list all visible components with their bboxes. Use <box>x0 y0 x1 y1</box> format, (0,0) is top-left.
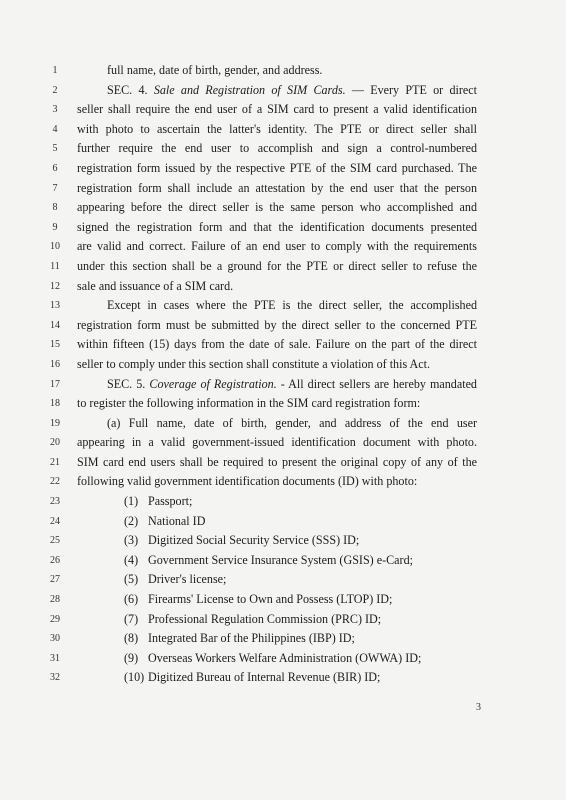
document-line <box>0 277 566 297</box>
list-item-text: Professional Regulation Commission (PRC) ID; <box>148 611 382 626</box>
list-item-text: Government Service Insurance System (GSIS) e-Card; <box>148 552 413 567</box>
list-item-number: (7) <box>124 611 139 626</box>
line-number: 19 <box>50 417 60 429</box>
document-line <box>0 237 566 257</box>
line-text: seller to comply under this section shall constitute a violation of this Act. <box>77 356 431 371</box>
document-line <box>0 355 566 375</box>
list-item-number: (6) <box>124 592 139 607</box>
list-item-number: (10) <box>124 670 145 685</box>
document-line <box>0 335 566 355</box>
line-text: registration form must be submitted by the direct seller to the concerned PTE <box>77 317 477 332</box>
line-text <box>124 551 477 571</box>
section-text: - All direct sellers are hereby mandated <box>276 376 477 391</box>
line-text: (a) Full name, date of birth, gender, and address of the end user <box>107 415 477 430</box>
section-heading: Coverage of Registration. <box>149 376 277 391</box>
line-number: 17 <box>50 378 60 390</box>
line-text <box>107 375 477 395</box>
document-line <box>0 198 566 218</box>
line-text <box>124 492 477 512</box>
list-item-text: Integrated Bar of the Philippines (IBP) ID; <box>148 631 355 646</box>
document-line <box>0 590 566 610</box>
line-number: 26 <box>50 554 60 566</box>
line-text <box>124 649 477 669</box>
line-text: are valid and correct. Failure of an end user to comply with the requirements <box>77 239 477 254</box>
document-line <box>0 551 566 571</box>
line-text: registration form shall include an attestation by the end user that the person <box>77 180 477 195</box>
line-number: 23 <box>50 496 60 508</box>
document-line <box>0 668 566 688</box>
line-text: full name, date of birth, gender, and address. <box>107 63 323 77</box>
line-text <box>124 570 477 590</box>
list-item-text: Firearms' License to Own and Possess (LTOP) ID; <box>148 592 393 607</box>
page-number: 3 <box>476 702 481 713</box>
line-text <box>124 610 477 630</box>
document-line <box>0 159 566 179</box>
document-line <box>0 296 566 316</box>
line-number: 31 <box>50 652 60 664</box>
line-text <box>107 81 477 101</box>
line-text: seller shall require the end user of a SIM card to present a valid identification <box>77 102 477 117</box>
list-item-number: (2) <box>124 513 139 528</box>
line-text: appearing before the direct seller is the same person who accomplished and <box>77 200 477 215</box>
line-number: 32 <box>50 672 60 684</box>
line-number: 15 <box>50 339 60 351</box>
document-line <box>0 492 566 512</box>
document-line <box>0 179 566 199</box>
section-number: SEC. 5. <box>107 376 150 391</box>
line-number: 8 <box>52 202 58 214</box>
line-number: 2 <box>52 84 58 96</box>
list-item-number: (3) <box>124 533 139 548</box>
line-number: 21 <box>50 456 60 468</box>
document-line <box>0 375 566 395</box>
list-item-text: Digitized Bureau of Internal Revenue (BIR) ID; <box>148 670 381 685</box>
section-heading: Sale and Registration of SIM Cards. <box>153 82 346 97</box>
document-line <box>0 649 566 669</box>
line-text: to register the following information in the SIM card registration form: <box>77 396 421 411</box>
list-item-text: National ID <box>148 513 206 528</box>
list-item-number: (8) <box>124 631 139 646</box>
list-item-number: (9) <box>124 650 139 665</box>
document-line <box>0 61 566 81</box>
document-line <box>0 316 566 336</box>
line-number: 29 <box>50 613 60 625</box>
line-text <box>124 590 477 610</box>
line-text: signed the registration form and that the identification documents presented <box>77 219 477 234</box>
line-text: registration form issued by the respective PTE of the SIM card purchased. The <box>77 160 477 175</box>
document-body <box>0 61 566 688</box>
list-item-text: Driver's license; <box>148 572 227 587</box>
line-number: 30 <box>50 633 60 645</box>
document-line <box>0 472 566 492</box>
line-text: further require the end user to accomplish and sign a control-numbered <box>77 141 477 156</box>
line-text: SIM card end users shall be required to present the original copy of any of the <box>77 454 477 469</box>
line-number: 16 <box>50 358 60 370</box>
line-number: 18 <box>50 398 60 410</box>
document-line <box>0 100 566 120</box>
line-text: under this section shall be a ground for the PTE or direct seller to refuse the <box>77 258 477 273</box>
line-number: 22 <box>50 476 60 488</box>
document-line <box>0 81 566 101</box>
list-item-number: (5) <box>124 572 139 587</box>
line-number: 24 <box>50 515 60 527</box>
line-number: 5 <box>52 143 58 155</box>
document-line <box>0 433 566 453</box>
document-line <box>0 218 566 238</box>
line-number: 11 <box>50 260 60 272</box>
line-number: 27 <box>50 574 60 586</box>
line-number: 14 <box>50 319 60 331</box>
line-number: 7 <box>52 182 58 194</box>
document-line <box>0 453 566 473</box>
line-text <box>124 668 477 688</box>
document-line <box>0 257 566 277</box>
line-number: 13 <box>50 300 60 312</box>
line-number: 25 <box>50 535 60 547</box>
document-line <box>0 120 566 140</box>
line-text <box>124 531 477 551</box>
document-line <box>0 610 566 630</box>
line-text: sale and issuance of a SIM card. <box>77 278 234 293</box>
list-item-number: (4) <box>124 552 139 567</box>
document-line <box>0 512 566 532</box>
list-item-number: (1) <box>124 494 139 509</box>
line-number: 20 <box>50 437 60 449</box>
document-line <box>0 531 566 551</box>
line-number: 4 <box>52 123 58 135</box>
section-text: — Every PTE or direct <box>345 82 478 97</box>
line-text: appearing in a valid government-issued identification document with photo. <box>77 435 477 450</box>
list-item-text: Passport; <box>148 494 193 509</box>
line-text: with photo to ascertain the latter's identity. The PTE or direct seller shall <box>77 121 477 136</box>
section-number: SEC. 4. <box>107 82 154 97</box>
line-text <box>124 512 477 532</box>
line-number: 3 <box>52 104 58 116</box>
line-text: following valid government identification documents (ID) with photo: <box>77 474 418 489</box>
document-line <box>0 394 566 414</box>
document-line <box>0 570 566 590</box>
line-number: 1 <box>52 65 58 76</box>
document-line <box>0 414 566 434</box>
document-line <box>0 629 566 649</box>
list-item-text: Digitized Social Security Service (SSS) ID; <box>148 533 360 548</box>
line-number: 10 <box>50 241 60 253</box>
document-line <box>0 139 566 159</box>
line-text: Except in cases where the PTE is the direct seller, the accomplished <box>107 298 477 313</box>
line-text <box>124 629 477 649</box>
line-number: 12 <box>50 280 60 292</box>
line-number: 28 <box>50 594 60 606</box>
list-item-text: Overseas Workers Welfare Administration (OWWA) ID; <box>148 650 422 665</box>
line-text: within fifteen (15) days from the date of sale. Failure on the part of the direct <box>77 337 477 352</box>
line-number: 6 <box>52 162 58 174</box>
line-number: 9 <box>52 221 58 233</box>
